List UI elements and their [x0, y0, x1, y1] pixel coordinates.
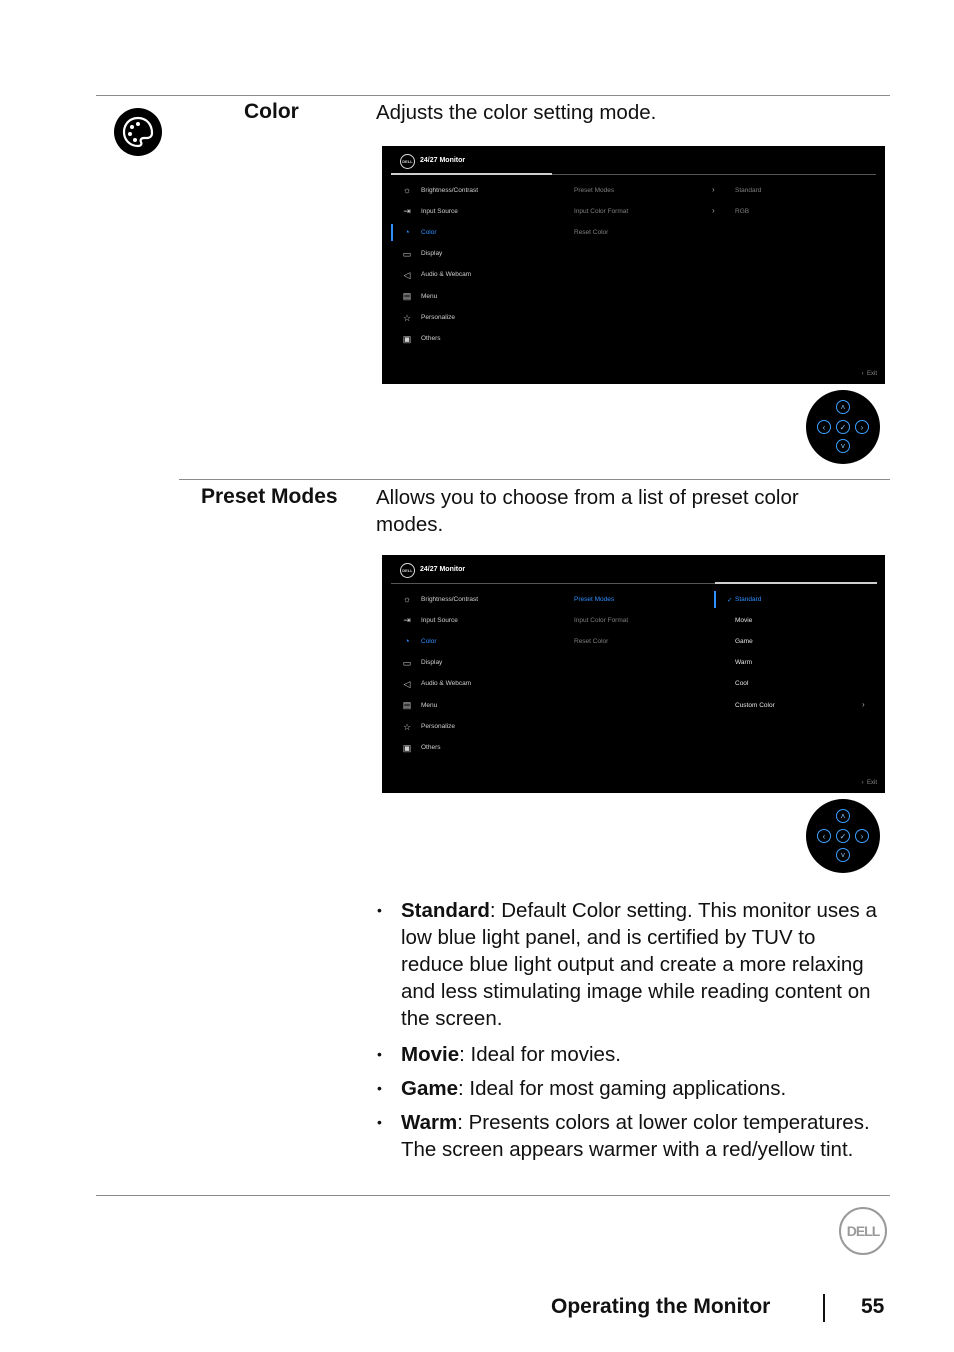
audio-icon: ◁ — [403, 270, 411, 280]
star-icon: ☆ — [402, 722, 412, 732]
osd-exit: ‹ Exit — [861, 371, 877, 377]
display-icon: ▭ — [402, 658, 412, 668]
osd-menu-display: Display — [421, 250, 443, 257]
osd-menu-menu: Menu — [421, 702, 438, 709]
bullet-warm: Warm: Presents colors at lower color temperatures. The screen appears warmer with a red/yellow tint. — [401, 1111, 870, 1161]
osd-menu-personalize: Personalize — [421, 723, 455, 730]
osd-screenshot-color — [382, 146, 885, 384]
osd-menu-menu: Menu — [421, 293, 438, 300]
chevron-down-icon: ˅ — [836, 848, 850, 862]
chevron-left-icon: ‹ — [861, 780, 864, 786]
osd-sub-input-color-format: Input Color Format — [574, 208, 629, 215]
chevron-left-icon: ‹ — [817, 420, 831, 434]
brightness-icon: ☼ — [402, 594, 412, 604]
osd-value-standard: Standard — [735, 187, 762, 194]
top-rule — [96, 95, 890, 96]
osd-menu-others: Others — [421, 744, 441, 751]
osd-option-cool: Cool — [735, 680, 749, 687]
preset-modes-label: Preset Modes — [201, 485, 338, 508]
bullet-marker: • — [377, 1046, 382, 1062]
osd-title: 24/27 Monitor — [420, 157, 466, 164]
osd-menu-display: Display — [421, 659, 443, 666]
brightness-icon: ☼ — [402, 185, 412, 195]
chevron-right-icon: › — [712, 185, 715, 194]
color-icon: ◔ — [404, 227, 410, 237]
osd-menu-personalize: Personalize — [421, 314, 455, 321]
check-icon: ✓ — [836, 829, 850, 843]
chevron-right-icon: › — [855, 420, 869, 434]
chevron-up-icon: ˄ — [836, 809, 850, 823]
chevron-left-icon: ‹ — [817, 829, 831, 843]
joystick-icon — [806, 390, 880, 464]
joystick-icon — [806, 799, 880, 873]
footer-divider — [823, 1294, 825, 1322]
others-icon: ▣ — [402, 334, 412, 344]
osd-value-rgb: RGB — [735, 208, 750, 215]
color-icon: ◔ — [404, 636, 410, 646]
osd-title: 24/27 Monitor — [420, 566, 466, 573]
bullet-movie: Movie: Ideal for movies. — [401, 1043, 621, 1066]
osd-option-game: Game — [735, 638, 753, 645]
bullet-marker: • — [377, 1114, 382, 1130]
color-label: Color — [244, 100, 299, 123]
chevron-right-icon: › — [855, 829, 869, 843]
osd-option-warm: Warm — [735, 659, 753, 666]
osd-menu-others: Others — [421, 335, 441, 342]
osd-dell-logo: DELL — [400, 563, 415, 578]
display-icon: ▭ — [402, 249, 412, 259]
dell-logo: DELL — [839, 1207, 887, 1255]
osd-option-custom-color: Custom Color — [735, 702, 775, 709]
chevron-up-icon: ˄ — [836, 400, 850, 414]
input-source-icon: ⇥ — [403, 615, 411, 625]
bullet-marker: • — [377, 902, 382, 918]
star-icon: ☆ — [402, 313, 412, 323]
menu-icon: ▤ — [402, 291, 412, 301]
audio-icon: ◁ — [403, 679, 411, 689]
osd-dell-logo: DELL — [400, 154, 415, 169]
chevron-left-icon: ‹ — [861, 371, 864, 377]
preset-modes-description: Allows you to choose from a list of preset color modes. — [376, 486, 799, 536]
osd-sub-preset-modes: Preset Modes — [574, 596, 615, 603]
footer-section-title: Operating the Monitor — [551, 1295, 771, 1318]
bullet-standard: Standard: Default Color setting. This monitor uses a low blue light panel, and is certified by TUV to reduce blue light output and create a more relaxing and less stimulating image while reading content on the screen. — [401, 899, 877, 1030]
color-description: Adjusts the color setting mode. — [376, 101, 657, 124]
osd-option-movie: Movie — [735, 617, 753, 624]
osd-menu-input: Input Source — [421, 617, 458, 624]
osd-screenshot-preset-modes — [382, 555, 885, 793]
osd-exit: ‹ Exit — [861, 780, 877, 786]
osd-menu-audio: Audio & Webcam — [421, 271, 472, 278]
osd-sub-reset-color: Reset Color — [574, 229, 609, 236]
osd-menu-brightness: Brightness/Contrast — [421, 187, 479, 194]
input-source-icon: ⇥ — [403, 206, 411, 216]
chevron-down-icon: ˅ — [836, 439, 850, 453]
osd-menu-input: Input Source — [421, 208, 458, 215]
chevron-right-icon: › — [862, 700, 865, 709]
osd-sub-input-color-format: Input Color Format — [574, 617, 629, 624]
bullet-marker: • — [377, 1080, 382, 1096]
palette-icon — [113, 107, 163, 157]
osd-menu-color: Color — [421, 229, 437, 236]
check-icon: ✓ — [836, 420, 850, 434]
menu-icon: ▤ — [402, 700, 412, 710]
osd-menu-brightness: Brightness/Contrast — [421, 596, 479, 603]
section-rule — [179, 479, 890, 480]
chevron-right-icon: › — [712, 206, 715, 215]
osd-menu-color: Color — [421, 638, 437, 645]
osd-option-standard: Standard — [735, 596, 762, 603]
others-icon: ▣ — [402, 743, 412, 753]
bullet-game: Game: Ideal for most gaming applications. — [401, 1077, 787, 1100]
check-icon: ✓ — [727, 597, 733, 604]
osd-menu-audio: Audio & Webcam — [421, 680, 472, 687]
osd-sub-preset-modes: Preset Modes — [574, 187, 615, 194]
page-number: 55 — [861, 1295, 885, 1318]
osd-sub-reset-color: Reset Color — [574, 638, 609, 645]
bottom-rule — [96, 1195, 890, 1196]
